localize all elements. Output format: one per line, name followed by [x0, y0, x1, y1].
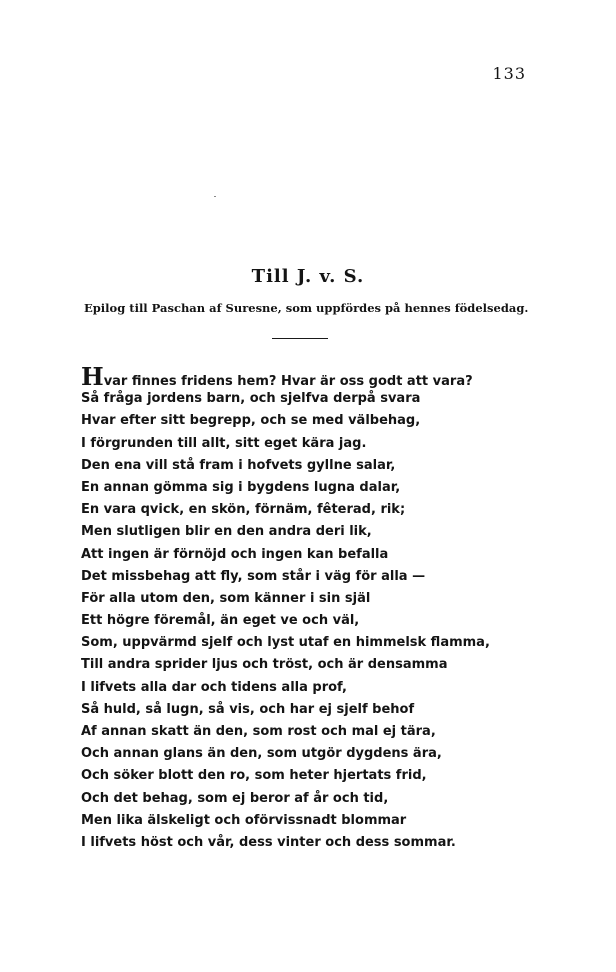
poem-line: Till andra sprider ljus och tröst, och är densamma: [81, 657, 448, 673]
poem-line: Af annan skatt än den, som rost och mal ej tära,: [81, 724, 436, 739]
poem-line: En annan gömma sig i bygdens lugna dalar,: [81, 479, 401, 495]
poem-line: I lifvets alla dar och tidens alla prof,: [81, 679, 347, 695]
page-number: 133: [492, 64, 526, 83]
poem-line: Och söker blott den ro, som heter hjertats frid,: [81, 768, 427, 784]
poem-line: För alla utom den, som känner i sin själ: [81, 590, 371, 606]
poem-line: Så fråga jordens barn, och sjelfva derpå svara: [81, 391, 421, 407]
poem-line: En vara qvick, en skön, förnäm, fêterad, rik;: [81, 502, 406, 518]
poem-line: Det missbehag att fly, som står i väg för alla —: [81, 568, 426, 584]
poem-title: Till J. v. S.: [251, 266, 365, 287]
poem-line: Som, uppvärmd sjelf och lyst utaf en himmelsk flamma,: [81, 635, 490, 651]
poem-line: Den ena vill stå fram i hofvets gyllne salar,: [81, 457, 396, 473]
print-speck: [214, 196, 216, 197]
poem-line: Ett högre föremål, än eget ve och väl,: [81, 613, 360, 629]
poem-line: Så huld, så lugn, så vis, och har ej sjelf behof: [81, 701, 415, 717]
poem-line: Men slutligen blir en den andra deri lik,: [81, 524, 372, 540]
poem-line: I förgrunden till allt, sitt eget kära jag.: [81, 435, 367, 451]
divider-rule: [272, 338, 328, 339]
poem-line: Hvar efter sitt begrepp, och se med välbehag,: [81, 413, 421, 429]
poem-line: Och annan glans än den, som utgör dygdens ära,: [81, 746, 442, 762]
poem-body: [81, 362, 541, 854]
poem-line: Och det behag, som ej beror af år och tid,: [81, 790, 389, 806]
poem-line: Att ingen är förnöjd och ingen kan befalla: [81, 546, 389, 562]
poem-line: Hvar finnes fridens hem? Hvar är oss godt att vara?: [81, 362, 473, 391]
poem-subtitle: Epilog till Paschan af Suresne, som uppfördes på hennes födelsedag.: [84, 301, 529, 315]
poem-line: I lifvets höst och vår, dess vinter och dess sommar.: [81, 834, 456, 850]
poem-line: Men lika älskeligt och oförvissnadt blommar: [81, 812, 407, 828]
